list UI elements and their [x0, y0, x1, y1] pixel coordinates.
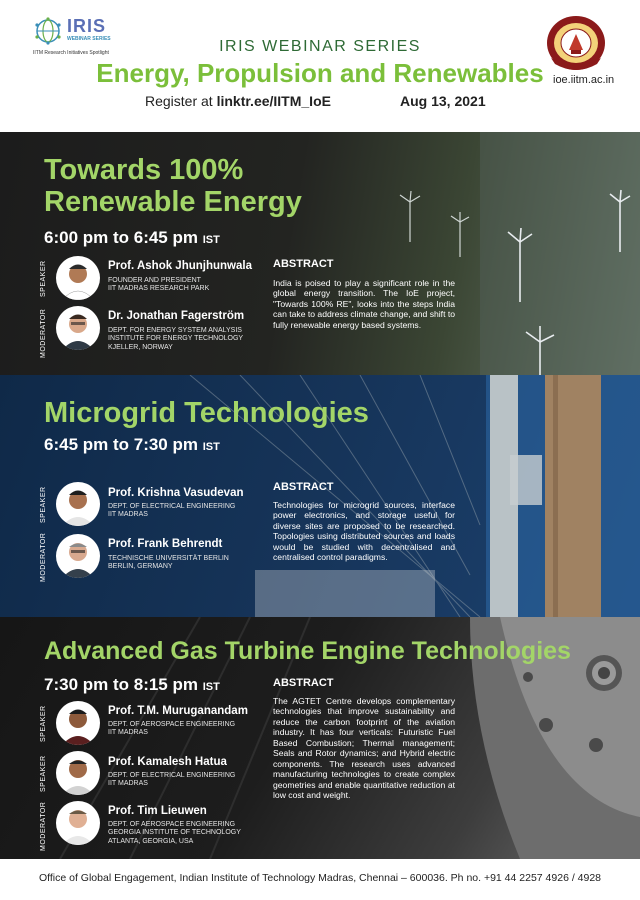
person-photo-icon — [56, 306, 100, 350]
footer-contact: Office of Global Engagement, Indian Institute of Technology Madras, Chennai – 600036. Ph no. +91 44 2257 4926 / 4928 — [38, 872, 602, 884]
session-time-range: 7:30 pm to 8:15 pm — [44, 675, 198, 694]
institute-url[interactable]: ioe.iitm.ac.in — [553, 74, 615, 86]
session-title: Microgrid Technologies — [44, 397, 369, 429]
person-affiliation — [108, 555, 229, 572]
event-date: Aug 13, 2021 — [400, 93, 486, 109]
iris-logo-tagline: IITM Research Initiatives Spotlight — [33, 50, 109, 56]
person-role-label: SPEAKER — [40, 755, 47, 793]
person-photo-icon — [56, 534, 100, 578]
person-affiliation — [108, 721, 235, 738]
series-title: IRIS WEBINAR SERIES — [219, 38, 421, 55]
abstract-text: Technologies for microgrid sources, interface power electronics, and storage useful for diverse sites are proposed to be researched. Topologies using distributed sources and loads would be studied with decentralised and centralised control paradigms. — [273, 500, 455, 563]
person-photo-icon — [56, 701, 100, 745]
register-line — [145, 93, 331, 109]
person-role-label: SPEAKER — [40, 705, 47, 743]
person-name: Prof. Krishna Vasudevan — [108, 487, 244, 499]
event-title: Energy, Propulsion and Renewables — [96, 58, 544, 88]
abstract-text: India is poised to play a significant role in the global energy transition. The IoE project, "Towards 100% RE", looks into the steps India can take to address climate change, and shift to fully renewable energy based systems. — [273, 278, 456, 330]
person-role-label: SPEAKER — [40, 260, 47, 298]
session-time — [44, 675, 220, 695]
person-affiliation — [108, 277, 209, 294]
affiliation-line: DEPT. OF ELECTRICAL ENGINEERING — [108, 772, 236, 779]
session-time-range: 6:00 pm to 6:45 pm — [44, 228, 198, 247]
session-timezone: IST — [202, 234, 220, 246]
person-photo-icon — [56, 256, 100, 300]
person-affiliation — [108, 821, 241, 846]
affiliation-line: TECHNISCHE UNIVERSITÄT BERLIN — [108, 555, 229, 562]
affiliation-line: FOUNDER AND PRESIDENT — [108, 277, 201, 284]
wind-turbine-icon — [380, 182, 480, 282]
session-renewable-energy — [0, 132, 640, 375]
poster-header — [0, 0, 640, 132]
session-time — [44, 435, 220, 455]
affiliation-line: BERLIN, GERMANY — [108, 563, 173, 571]
person-name: Prof. Kamalesh Hatua — [108, 756, 227, 768]
person-affiliation — [108, 503, 235, 520]
affiliation-line: ATLANTA, GEORGIA, USA — [108, 837, 194, 845]
person-role-label: MODERATOR — [40, 801, 47, 851]
poster-footer — [0, 859, 640, 900]
person-photo-icon — [56, 801, 100, 845]
affiliation-line: IIT MADRAS — [108, 729, 148, 737]
affiliation-line: IIT MADRAS — [108, 511, 148, 519]
affiliation-line: DEPT. OF ELECTRICAL ENGINEERING — [108, 503, 236, 510]
person-name: Prof. Tim Lieuwen — [108, 805, 207, 817]
person-role-label: MODERATOR — [40, 308, 47, 358]
affiliation-line: IIT MADRAS RESEARCH PARK — [108, 285, 210, 293]
abstract-text: The AGTET Centre develops complementary technologies that improve sustainability and reduce the carbon footprint of the aviation industry. It has four verticals: Futuristic Fuel Based Combustion; Thermal management; Seals and Rotor dynamics; and Hybrid electric components. The research uses advanced manufacturing technologies to create complex geometries and enable quantitative reduction at low cost and weight. — [273, 696, 455, 801]
wind-turbine-icon — [480, 132, 640, 375]
abstract-heading: ABSTRACT — [273, 258, 334, 270]
session-title-line2: Renewable Energy — [44, 186, 302, 219]
register-link[interactable]: linktr.ee/IITM_IoE — [216, 93, 331, 109]
session-time — [44, 228, 220, 248]
session-title-line1: Towards 100% — [44, 154, 244, 186]
affiliation-line: KJELLER, NORWAY — [108, 343, 173, 351]
person-role-label: MODERATOR — [40, 532, 47, 582]
register-prefix: Register at — [145, 93, 213, 109]
abstract-heading: ABSTRACT — [273, 481, 334, 493]
session-gas-turbine — [0, 617, 640, 859]
affiliation-line: DEPT. OF AEROSPACE ENGINEERING — [108, 821, 236, 828]
person-name: Prof. Frank Behrendt — [108, 538, 223, 550]
session-timezone: IST — [202, 441, 220, 453]
iitm-seal-icon — [545, 14, 607, 72]
affiliation-line: DEPT. FOR ENERGY SYSTEM ANALYSIS — [108, 327, 242, 334]
person-role-label: SPEAKER — [40, 486, 47, 524]
affiliation-line: INSTITUTE FOR ENERGY TECHNOLOGY — [108, 335, 244, 343]
session-microgrid — [0, 375, 640, 617]
affiliation-line: GEORGIA INSTITUTE OF TECHNOLOGY — [108, 829, 241, 837]
session-timezone: IST — [202, 681, 220, 693]
person-affiliation — [108, 327, 243, 352]
session-title — [44, 154, 302, 219]
person-name: Prof. Ashok Jhunjhunwala — [108, 260, 252, 272]
abstract-heading: ABSTRACT — [273, 677, 334, 689]
person-affiliation — [108, 772, 235, 789]
person-name: Prof. T.M. Muruganandam — [108, 705, 248, 717]
affiliation-line: IIT MADRAS — [108, 780, 148, 788]
affiliation-line: DEPT. OF AEROSPACE ENGINEERING — [108, 721, 236, 728]
session-time-range: 6:45 pm to 7:30 pm — [44, 435, 198, 454]
iris-logo-word: IRIS — [67, 16, 107, 36]
person-photo-icon — [56, 482, 100, 526]
iris-logo-subtitle: WEBINAR SERIES — [67, 36, 111, 42]
person-photo-icon — [56, 751, 100, 795]
person-name: Dr. Jonathan Fagerström — [108, 310, 245, 322]
session-title: Advanced Gas Turbine Engine Technologies — [44, 637, 571, 665]
